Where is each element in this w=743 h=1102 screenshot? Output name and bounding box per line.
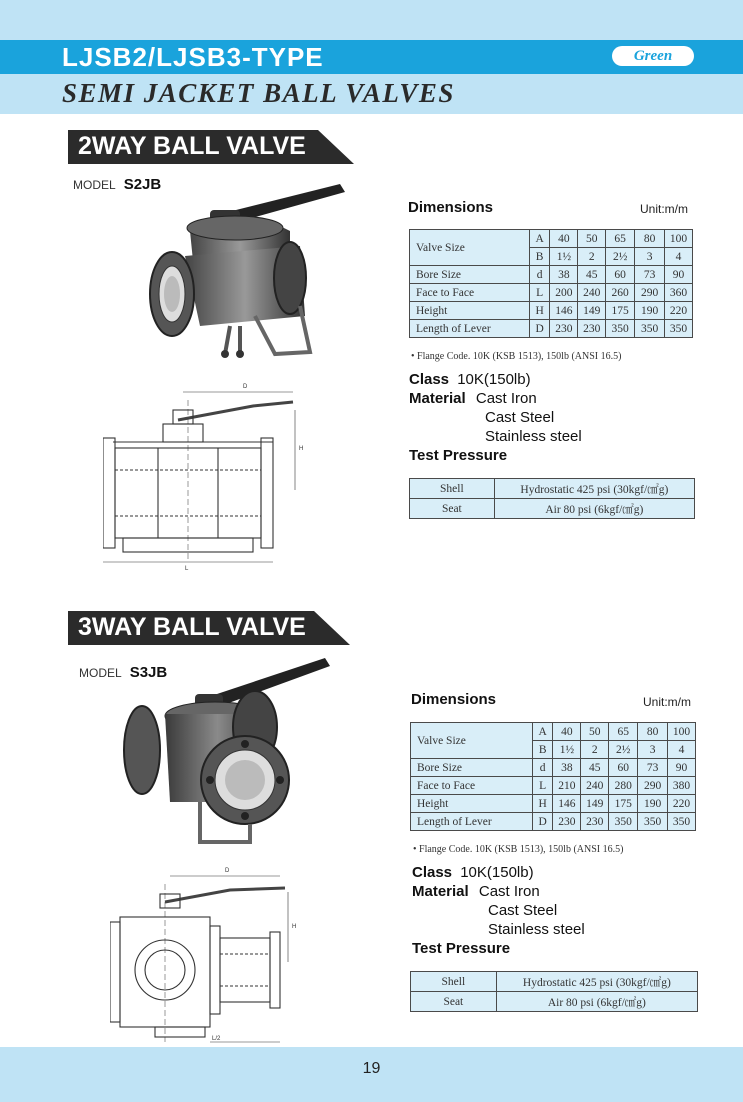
value-cell: 220 [668, 795, 696, 813]
svg-text:D: D [225, 868, 230, 874]
pressure-value: Hydrostatic 425 psi (30kgf/㎠g) [494, 479, 694, 499]
material-label: Material [412, 883, 469, 900]
size-label: Valve Size [411, 723, 533, 759]
material-item: Stainless steel [485, 428, 582, 445]
row-label: Bore Size [411, 759, 533, 777]
row-label: Face to Face [410, 284, 530, 302]
value-cell: 60 [606, 266, 635, 284]
value-cell: 210 [553, 777, 581, 795]
value-cell: 38 [550, 266, 578, 284]
value-cell: 290 [638, 777, 668, 795]
value-cell: 146 [553, 795, 581, 813]
page-number: 19 [362, 1060, 381, 1077]
value-cell: 146 [550, 302, 578, 320]
pressure-name: Shell [411, 972, 497, 992]
value-cell: 230 [578, 320, 606, 338]
value-cell: 360 [665, 284, 693, 302]
dimensions-title: Dimensions [411, 691, 497, 708]
class-row [412, 863, 585, 882]
test-pressure-table-2way [409, 478, 695, 519]
size-label: Valve Size [410, 230, 530, 266]
model-label: MODEL [79, 666, 122, 680]
value-cell: 73 [638, 759, 668, 777]
table-row [411, 777, 696, 795]
unit-label: Unit:m/m [640, 202, 688, 216]
value-cell: 45 [581, 759, 609, 777]
material-row [412, 882, 585, 901]
pressure-value: Hydrostatic 425 psi (30kgf/㎠g) [496, 972, 697, 992]
value-cell: 190 [635, 302, 665, 320]
test-pressure-row [412, 939, 585, 958]
value-cell: 50 [581, 723, 609, 741]
value-cell: 73 [635, 266, 665, 284]
valve-drawing-2way [103, 380, 313, 570]
value-cell: 65 [606, 230, 635, 248]
flange-note: • Flange Code. 10K (KSB 1513), 150lb (ANSI 16.5) [411, 351, 622, 362]
value-cell: 175 [609, 795, 638, 813]
section-heading-2way [68, 130, 354, 164]
material-item: Cast Iron [475, 390, 537, 407]
value-cell: 240 [581, 777, 609, 795]
value-cell: 350 [665, 320, 693, 338]
flange-note: • Flange Code. 10K (KSB 1513), 150lb (ANSI 16.5) [413, 844, 624, 855]
value-cell: 40 [550, 230, 578, 248]
svg-text:H: H [292, 924, 297, 930]
value-cell: 350 [606, 320, 635, 338]
value-cell: 90 [668, 759, 696, 777]
row-label: Length of Lever [410, 320, 530, 338]
value-cell: 2½ [609, 741, 638, 759]
class-row [409, 370, 582, 389]
model-code: S3JB [129, 664, 168, 681]
value-cell: 2 [581, 741, 609, 759]
valve-photo-2way [140, 176, 370, 376]
row-label: Height [411, 795, 533, 813]
table-row [411, 795, 696, 813]
brand-logo [612, 46, 694, 66]
test-pressure-label: Test Pressure [409, 447, 508, 464]
symbol-cell: B [529, 248, 550, 266]
symbol-cell: D [532, 813, 553, 831]
page-subtitle: SEMI JACKET BALL VALVES [62, 78, 455, 108]
value-cell: 230 [581, 813, 609, 831]
material-item: Cast Iron [478, 883, 540, 900]
row-label: Bore Size [410, 266, 530, 284]
value-cell: 40 [553, 723, 581, 741]
value-cell: 240 [578, 284, 606, 302]
row-label: Face to Face [411, 777, 533, 795]
unit-label: Unit:m/m [643, 695, 691, 709]
pressure-name: Seat [411, 992, 497, 1012]
value-cell: 350 [638, 813, 668, 831]
value-cell: 200 [550, 284, 578, 302]
test-pressure-table-3way [410, 971, 698, 1012]
value-cell: 175 [606, 302, 635, 320]
value-cell: 380 [668, 777, 696, 795]
symbol-cell: L [532, 777, 553, 795]
symbol-cell: D [529, 320, 550, 338]
section-heading-3way [68, 611, 350, 645]
svg-text:L/2: L/2 [212, 1036, 221, 1042]
value-cell: 190 [638, 795, 668, 813]
symbol-cell: A [529, 230, 550, 248]
value-cell: 350 [609, 813, 638, 831]
section-heading-text: 2WAY BALL VALVE [78, 132, 306, 160]
table-row [411, 992, 698, 1012]
value-cell: 3 [635, 248, 665, 266]
section-heading-text: 3WAY BALL VALVE [78, 613, 306, 641]
symbol-cell: B [532, 741, 553, 759]
table-row [410, 266, 693, 284]
logo-text: Green [633, 48, 673, 64]
class-value: 10K(150lb) [460, 864, 534, 881]
class-value: 10K(150lb) [457, 371, 531, 388]
pressure-value: Air 80 psi (6kgf/㎠g) [494, 499, 694, 519]
pressure-value: Air 80 psi (6kgf/㎠g) [496, 992, 697, 1012]
symbol-cell: H [532, 795, 553, 813]
symbol-cell: A [532, 723, 553, 741]
value-cell: 220 [665, 302, 693, 320]
value-cell: 230 [550, 320, 578, 338]
value-cell: 50 [578, 230, 606, 248]
value-cell: 280 [609, 777, 638, 795]
valve-drawing-3way [110, 862, 310, 1047]
value-cell: 260 [606, 284, 635, 302]
table-row [410, 230, 693, 248]
value-cell: 3 [638, 741, 668, 759]
value-cell: 350 [635, 320, 665, 338]
value-cell: 60 [609, 759, 638, 777]
table-row [411, 813, 696, 831]
table-row [411, 972, 698, 992]
value-cell: 38 [553, 759, 581, 777]
value-cell: 90 [665, 266, 693, 284]
value-cell: 350 [668, 813, 696, 831]
svg-text:D: D [243, 384, 248, 390]
table-row [411, 759, 696, 777]
class-label: Class [412, 864, 453, 881]
row-label: Length of Lever [411, 813, 533, 831]
material-item: Cast Steel [488, 902, 558, 919]
svg-text:H: H [299, 446, 304, 452]
dimensions-table-2way [409, 229, 693, 338]
spec-block-2way [409, 370, 582, 465]
svg-text:L: L [185, 566, 189, 570]
value-cell: 2½ [606, 248, 635, 266]
value-cell: 290 [635, 284, 665, 302]
pressure-name: Seat [410, 499, 495, 519]
table-row [410, 479, 695, 499]
material-item: Cast Steel [485, 409, 555, 426]
value-cell: 4 [668, 741, 696, 759]
class-label: Class [409, 371, 450, 388]
value-cell: 1½ [550, 248, 578, 266]
table-row [410, 499, 695, 519]
value-cell: 65 [609, 723, 638, 741]
value-cell: 149 [581, 795, 609, 813]
material-item: Stainless steel [488, 921, 585, 938]
dimensions-table-3way [410, 722, 696, 831]
value-cell: 80 [635, 230, 665, 248]
symbol-cell: d [529, 266, 550, 284]
model-label: MODEL [73, 178, 116, 192]
material-row [409, 389, 582, 408]
value-cell: 149 [578, 302, 606, 320]
value-cell: 230 [553, 813, 581, 831]
model-code: S2JB [123, 176, 162, 193]
table-row [410, 302, 693, 320]
page-title: LJSB2/LJSB3-TYPE [62, 42, 324, 72]
value-cell: 100 [668, 723, 696, 741]
spec-block-3way [412, 863, 585, 958]
valve-photo-3way [120, 652, 340, 852]
test-pressure-row [409, 446, 582, 465]
row-label: Height [410, 302, 530, 320]
test-pressure-label: Test Pressure [412, 940, 511, 957]
table-row [411, 723, 696, 741]
table-row [410, 320, 693, 338]
value-cell: 45 [578, 266, 606, 284]
value-cell: 100 [665, 230, 693, 248]
table-row [410, 284, 693, 302]
dimensions-title: Dimensions [408, 199, 494, 216]
value-cell: 4 [665, 248, 693, 266]
material-label: Material [409, 390, 466, 407]
symbol-cell: L [529, 284, 550, 302]
symbol-cell: H [529, 302, 550, 320]
value-cell: 2 [578, 248, 606, 266]
value-cell: 1½ [553, 741, 581, 759]
value-cell: 80 [638, 723, 668, 741]
pressure-name: Shell [410, 479, 495, 499]
symbol-cell: d [532, 759, 553, 777]
